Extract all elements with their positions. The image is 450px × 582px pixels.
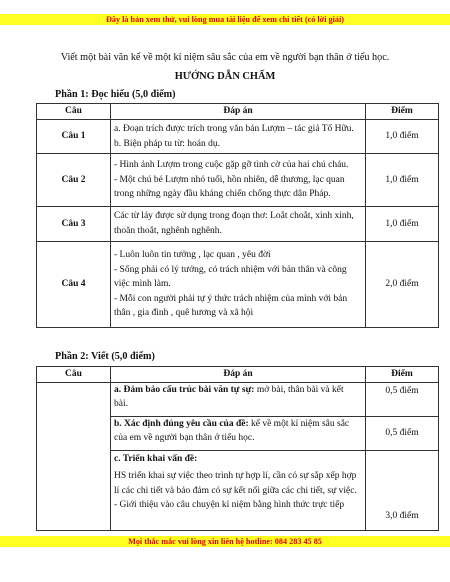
essay-prompt: Viết một bài văn kể về một kỉ niệm sâu sắc của em về người bạn thân ở tiểu học. — [60, 52, 390, 63]
answer-line: việc mình làm. — [114, 279, 171, 290]
table-header-row — [37, 367, 439, 383]
part1-heading: Phần 1: Đọc hiểu (5,0 điểm) — [55, 89, 176, 100]
answer-line: Các từ láy được sử dụng trong đoạn thơ: Loắt choắt, xinh xinh, — [114, 211, 354, 222]
question-number: Câu 4 — [37, 242, 111, 328]
answer-line: - Mỗi con người phải tự ý thức trách nhiệm của mình với bản — [114, 293, 348, 304]
answer-line: lí các chi tiết và bảo đảm có sự kết nối giữa các chi tiết, sự việc. — [114, 485, 357, 496]
question-number: Câu 2 — [37, 154, 111, 207]
answer-line: thoăn thoắt, nghênh nghênh. — [114, 226, 222, 236]
hotline-banner: Mọi thắc mắc vui lòng xin liên hệ hotline: 084 283 45 85 — [0, 536, 450, 547]
part2-heading: Phần 2: Viết (5,0 điểm) — [55, 351, 155, 362]
table-row — [37, 154, 439, 207]
col-header-answer: Đáp án — [111, 104, 366, 120]
preview-banner: Đây là bản xem thử, vui lòng mua tài liệu để xem chi tiết (có lời giải) — [0, 14, 450, 25]
col-header-question: Câu — [37, 367, 111, 383]
answer-line: - Một chú bé Lượm nhỏ tuổi, hồn nhiên, dễ thương, lạc quan — [114, 174, 345, 185]
answer-line: - Luôn luôn tin tưởng , lạc quan , yêu đời — [114, 250, 271, 261]
criterion-text: bài. — [114, 399, 128, 410]
answer-line: - Sống phải có lý tưởng, có trách nhiệm với bản thân và công — [114, 264, 347, 275]
guide-title: HƯỚNG DẪN CHẤM — [174, 71, 276, 82]
table-row — [37, 120, 439, 154]
col-header-question: Câu — [37, 104, 111, 120]
table-row — [37, 382, 439, 416]
criterion-label: b. Xác định đúng yêu cầu của đề: — [114, 418, 249, 429]
col-header-score: Điểm — [366, 104, 439, 120]
score-cell: 0,5 điểm — [366, 382, 439, 416]
answer-cell — [111, 416, 366, 450]
answer-cell — [111, 382, 366, 416]
criterion-text: mở bài, thân bài và kết — [256, 384, 344, 395]
answer-line: HS triển khai sự việc theo trình tự hợp lí, cần có sự sắp xếp hợp — [114, 471, 357, 482]
answer-cell — [111, 207, 366, 242]
criterion-label: c. Triển khai vấn đề: — [114, 453, 198, 464]
answer-line: - Giới thiệu vào câu chuyện kỉ niệm bằng hình thức trực tiếp — [114, 500, 345, 511]
score-cell: 2,0 điểm — [366, 242, 439, 328]
score-cell: 1,0 điểm — [366, 120, 439, 154]
table-row — [37, 207, 439, 242]
table-row — [37, 242, 439, 328]
question-number: Câu 1 — [37, 120, 111, 154]
criterion-text: của em về người bạn thân ở tiểu học. — [114, 433, 255, 444]
table-header-row — [37, 104, 439, 120]
answer-cell — [111, 154, 366, 207]
answer-line: trong những ngày đầu kháng chiến chống thực dân Pháp. — [114, 189, 331, 200]
score-cell: 0,5 điểm — [366, 416, 439, 450]
answer-cell — [111, 120, 366, 154]
question-number: Câu 3 — [37, 207, 111, 242]
answer-cell — [111, 450, 366, 530]
question-number — [37, 382, 111, 530]
criterion-label: a. Đảm bảo cấu trúc bài văn tự sự: — [114, 384, 255, 395]
answer-line: a. Đoạn trích được trích trong văn bản Lượm – tác giả Tố Hữu. — [114, 123, 354, 134]
criterion-text: kể về một kỉ niệm sâu sắc — [251, 418, 350, 429]
answer-line: b. Biện pháp tu từ: hoán dụ. — [114, 138, 220, 149]
answer-line: thân , gia đình , quê hương và xã hội — [114, 308, 254, 319]
col-header-answer: Đáp án — [111, 367, 366, 383]
col-header-score: Điểm — [366, 367, 439, 383]
score-cell: 3,0 điểm — [366, 450, 439, 530]
answer-cell — [111, 242, 366, 328]
part1-table — [36, 103, 439, 328]
score-cell: 1,0 điểm — [366, 154, 439, 207]
score-cell: 1,0 điểm — [366, 207, 439, 242]
answer-line: - Hình ảnh Lượm trong cuộc gặp gỡ tình cờ của hai chú cháu. — [114, 160, 349, 171]
part2-table — [36, 366, 439, 531]
